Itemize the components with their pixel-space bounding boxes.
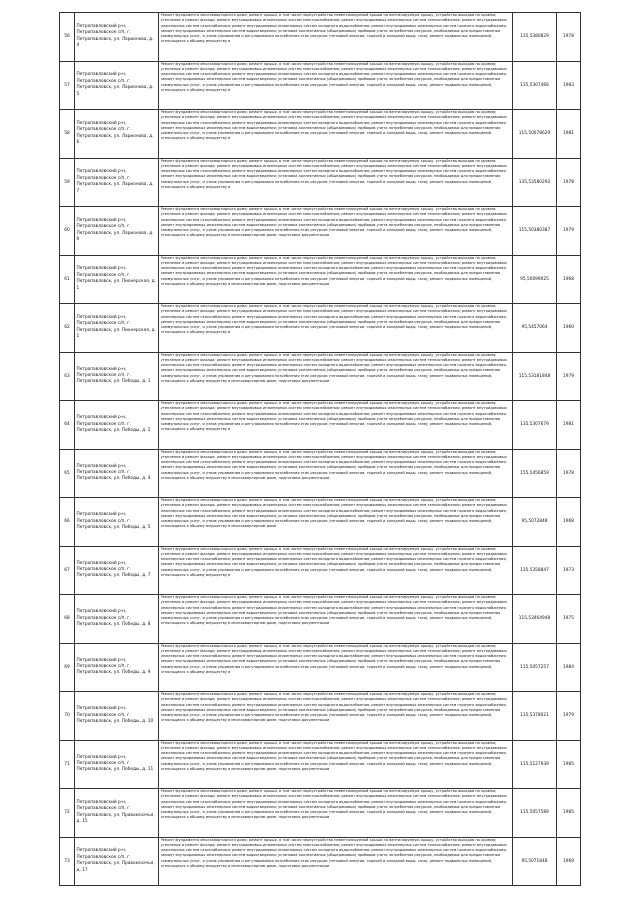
row-number-cell: 61 bbox=[60, 255, 75, 304]
row-number-cell: 60 bbox=[60, 207, 75, 256]
address-cell: Петропавловский р-н, Петропавловское с/п, г. Петропавловск, ул. Победы, д. 5 bbox=[75, 498, 159, 547]
row-number-cell: 56 bbox=[60, 13, 75, 62]
address-cell: Петропавловский р-н, Петропавловское с/п, г. Петропавловск, ул. Правоказачья, д. 17 bbox=[75, 837, 159, 886]
cost-cell: 135,5307466 bbox=[513, 61, 557, 110]
cost-cell: 135,5380829 bbox=[513, 13, 557, 62]
works-text: Ремонт фундамента многоквартирного дома; ремонт крыши, в том числе переустройство невентилируемой крыши на вентилируемую крышу, устройство выходов на кровлю; утепление и ремонт фасада; ремонт внутридомовых инженерных систем электроснабжения; ремонт внутридомовых инженерных систем теплоснабжения; ремонт внутридомовых инженерных систем газоснабжения; ремонт внутридомовых инженерных систем холодного водоснабжения; ремонт внутридомовых инженерных систем горячего водоснабжения; ремонт внутридомовых инженерных систем водоотведения; установка коллективных (общедомовых) приборов учета потребления ресурсов, необходимых для предоставления коммунальных услуг, и узлов управления и регулирования потребления этих ресурсов (тепловой энергии, горячей и холодной воды, газа); ремонт подвальных помещений, относящихся к общему имуществу в bbox=[160, 13, 507, 44]
works-cell bbox=[159, 401, 513, 450]
works-text: Ремонт фундамента многоквартирного дома; ремонт крыши, в том числе переустройство невентилируемой крыши на вентилируемую крышу, устройство выходов на кровлю; утепление и ремонт фасада; ремонт внутридомовых инженерных систем электроснабжения; ремонт внутридомовых инженерных систем теплоснабжения; ремонт внутридомовых инженерных систем газоснабжения; ремонт внутридомовых инженерных систем холодного водоснабжения; ремонт внутридомовых инженерных систем горячего водоснабжения; ремонт внутридомовых инженерных систем водоотведения; установка коллективных (общедомовых) приборов учета потребления ресурсов, необходимых для предоставления коммунальных услуг, и узлов управления и регулирования потребления этих ресурсов (тепловой энергии, горячей и холодной воды, газа); ремонт подвальных помещений, относящихся к общему имуществу в многоквартирном доме, подготовка документации bbox=[160, 449, 507, 480]
year-cell: 1985 bbox=[557, 740, 581, 789]
table-row bbox=[60, 546, 581, 595]
row-number-cell: 57 bbox=[60, 61, 75, 110]
address-cell: Петропавловский р-н, Петропавловское с/п, г. Петропавловск, ул. Ларионова, д. 9 bbox=[75, 207, 159, 256]
works-cell bbox=[159, 255, 513, 304]
year-cell: 1979 bbox=[557, 207, 581, 256]
address-cell: Петропавловский р-н, Петропавловское с/п, г. Петропавловск, ул. Победы, д. 4 bbox=[75, 449, 159, 498]
address-cell: Петропавловский р-н, Петропавловское с/п, г. Петропавловск, ул. Победы, д. 11 bbox=[75, 740, 159, 789]
address-cell: Петропавловский р-н, Петропавловское с/п, г. Петропавловск, ул. Ларионова, д. 5 bbox=[75, 61, 159, 110]
cost-cell: 95,5071848 bbox=[513, 837, 557, 886]
table-row bbox=[60, 837, 581, 886]
table-row bbox=[60, 789, 581, 838]
table-row bbox=[60, 13, 581, 62]
works-text: Ремонт фундамента многоквартирного дома; ремонт крыши, в том числе переустройство невентилируемой крыши на вентилируемую крышу, устройство выходов на кровлю; утепление и ремонт фасада; ремонт внутридомовых инженерных систем электроснабжения; ремонт внутридомовых инженерных систем теплоснабжения; ремонт внутридомовых инженерных систем газоснабжения; ремонт внутридомовых инженерных систем холодного водоснабжения; ремонт внутридомовых инженерных систем горячего водоснабжения; ремонт внутридомовых инженерных систем водоотведения; установка коллективных (общедомовых) приборов учета потребления ресурсов, необходимых для предоставления коммунальных услуг, и узлов управления и регулирования потребления этих ресурсов (тепловой энергии, горячей и холодной воды, газа); ремонт подвальных помещений, относящихся к общему имуществу в многоквартирном доме, подготовка документации bbox=[160, 740, 507, 771]
year-cell: 1981 bbox=[557, 401, 581, 450]
works-text: Ремонт фундамента многоквартирного дома; ремонт крыши, в том числе переустройство невентилируемой крыши на вентилируемую крышу, устройство выходов на кровлю; утепление и ремонт фасада; ремонт внутридомовых инженерных систем электроснабжения; ремонт внутридомовых инженерных систем теплоснабжения; ремонт внутридомовых инженерных систем газоснабжения; ремонт внутридомовых инженерных систем холодного водоснабжения; ремонт внутридомовых инженерных систем горячего водоснабжения; ремонт внутридомовых инженерных систем водоотведения; установка коллективных (общедомовых) приборов учета потребления ресурсов, необходимых для предоставления коммунальных услуг, и узлов управления и регулирования потребления этих ресурсов (тепловой энергии, горячей и холодной воды, газа); ремонт подвальных помещений, относящихся к общему имуществу в многоквартирном доме, подготовка документации bbox=[160, 595, 507, 626]
cost-cell: 155,5456859 bbox=[513, 449, 557, 498]
capital-repair-table bbox=[59, 12, 581, 886]
works-cell bbox=[159, 789, 513, 838]
row-number-cell: 66 bbox=[60, 498, 75, 547]
table-row bbox=[60, 304, 581, 353]
row-number-cell: 69 bbox=[60, 643, 75, 692]
table-row bbox=[60, 158, 581, 207]
year-cell: 1960 bbox=[557, 304, 581, 353]
year-cell: 1978 bbox=[557, 13, 581, 62]
table-row bbox=[60, 401, 581, 450]
row-number-cell: 71 bbox=[60, 740, 75, 789]
table-body bbox=[60, 13, 581, 886]
cost-cell: 115,5057257 bbox=[513, 643, 557, 692]
cost-cell: 135,5307679 bbox=[513, 401, 557, 450]
cost-cell: 135,5378021 bbox=[513, 692, 557, 741]
cost-cell: 115,53181848 bbox=[513, 352, 557, 401]
works-text: Ремонт фундамента многоквартирного дома; ремонт крыши, в том числе переустройство невентилируемой крыши на вентилируемую крышу, устройство выходов на кровлю; утепление и ремонт фасада; ремонт внутридомовых инженерных систем электроснабжения; ремонт внутридомовых инженерных систем теплоснабжения; ремонт внутридомовых инженерных систем газоснабжения; ремонт внутридомовых инженерных систем холодного водоснабжения; ремонт внутридомовых инженерных систем горячего водоснабжения; ремонт внутридомовых инженерных систем водоотведения; установка коллективных (общедомовых) приборов учета потребления ресурсов, необходимых для предоставления коммунальных услуг, и узлов управления и регулирования потребления этих ресурсов (тепловой энергии, горячей и холодной воды, газа); ремонт подвальных помещений, относящихся к общему имуществу в многоквартирном доме, подготовка документации bbox=[160, 837, 507, 868]
year-cell: 1978 bbox=[557, 158, 581, 207]
table-row bbox=[60, 740, 581, 789]
address-cell: Петропавловский р-н, Петропавловское с/п, г. Петропавловск, ул. Ларионова, д. 4 bbox=[75, 13, 159, 62]
year-cell: 1979 bbox=[557, 692, 581, 741]
works-text: Ремонт фундамента многоквартирного дома; ремонт крыши, в том числе переустройство невентилируемой крыши на вентилируемую крышу, устройство выходов на кровлю; утепление и ремонт фасада; ремонт внутридомовых инженерных систем электроснабжения; ремонт внутридомовых инженерных систем теплоснабжения; ремонт внутридомовых инженерных систем газоснабжения; ремонт внутридомовых инженерных систем холодного водоснабжения; ремонт внутридомовых инженерных систем горячего водоснабжения; ремонт внутридомовых инженерных систем водоотведения; установка коллективных (общедомовых) приборов учета потребления ресурсов, необходимых для предоставления коммунальных услуг, и узлов управления и регулирования потребления этих ресурсов (тепловой энергии, горячей и холодной воды, газа); ремонт подвальных помещений, относящихся к общему имуществу в bbox=[160, 110, 507, 141]
works-cell bbox=[159, 352, 513, 401]
works-text: Ремонт фундамента многоквартирного дома; ремонт крыши, в том числе переустройство невентилируемой крыши на вентилируемую крышу, устройство выходов на кровлю; утепление и ремонт фасада; ремонт внутридомовых инженерных систем электроснабжения; ремонт внутридомовых инженерных систем теплоснабжения; ремонт внутридомовых инженерных систем газоснабжения; ремонт внутридомовых инженерных систем холодного водоснабжения; ремонт внутридомовых инженерных систем горячего водоснабжения; ремонт внутридомовых инженерных систем водоотведения; установка коллективных (общедомовых) приборов учета потребления ресурсов, необходимых для предоставления коммунальных услуг, и узлов управления и регулирования потребления этих ресурсов (тепловой энергии, горячей и холодной воды, газа); ремонт подвальных помещений, относящихся к общему имуществу в bbox=[160, 546, 507, 577]
row-number-cell: 68 bbox=[60, 595, 75, 644]
address-cell: Петропавловский р-н, Петропавловское с/п, г. Петропавловск, ул. Победы, д. 1 bbox=[75, 352, 159, 401]
row-number-cell: 67 bbox=[60, 546, 75, 595]
works-cell bbox=[159, 692, 513, 741]
cost-cell: 115,5127939 bbox=[513, 740, 557, 789]
works-cell bbox=[159, 837, 513, 886]
works-cell bbox=[159, 546, 513, 595]
table-row bbox=[60, 449, 581, 498]
works-text: Ремонт фундамента многоквартирного дома; ремонт крыши, в том числе переустройство невентилируемой крыши на вентилируемую крышу, устройство выходов на кровлю; утепление и ремонт фасада; ремонт внутридомовых инженерных систем электроснабжения; ремонт внутридомовых инженерных систем теплоснабжения; ремонт внутридомовых инженерных систем газоснабжения; ремонт внутридомовых инженерных систем холодного водоснабжения; ремонт внутридомовых инженерных систем горячего водоснабжения; ремонт внутридомовых инженерных систем водоотведения; установка коллективных (общедомовых) приборов учета потребления ресурсов, необходимых для предоставления коммунальных услуг, и узлов управления и регулирования потребления этих ресурсов (тепловой энергии, горячей и холодной воды, газа); ремонт подвальных помещений, относящихся к общему имуществу в многоквартирном доме, подготовка документации bbox=[160, 352, 507, 383]
row-number-cell: 63 bbox=[60, 352, 75, 401]
year-cell: 1979 bbox=[557, 352, 581, 401]
year-cell: 1968 bbox=[557, 255, 581, 304]
address-cell: Петропавловский р-н, Петропавловское с/п, г. Петропавловск, ул. Победы, д. 9 bbox=[75, 643, 159, 692]
table-row bbox=[60, 61, 581, 110]
table-row bbox=[60, 110, 581, 159]
works-cell bbox=[159, 740, 513, 789]
works-cell bbox=[159, 449, 513, 498]
cost-cell: 115,5057589 bbox=[513, 789, 557, 838]
year-cell: 1984 bbox=[557, 643, 581, 692]
cost-cell: 95,5072848 bbox=[513, 498, 557, 547]
table-row bbox=[60, 255, 581, 304]
cost-cell: 115,53464948 bbox=[513, 595, 557, 644]
address-cell: Петропавловский р-н, Петропавловское с/п, г. Петропавловск, ул. Ларионова, д. 6 bbox=[75, 110, 159, 159]
works-text: Ремонт фундамента многоквартирного дома; ремонт крыши, в том числе переустройство невентилируемой крыши на вентилируемую крышу, устройство выходов на кровлю; утепление и ремонт фасада; ремонт внутридомовых инженерных систем электроснабжения; ремонт внутридомовых инженерных систем теплоснабжения; ремонт внутридомовых инженерных систем газоснабжения; ремонт внутридомовых инженерных систем холодного водоснабжения; ремонт внутридомовых инженерных систем горячего водоснабжения; ремонт внутридомовых инженерных систем водоотведения; установка коллективных (общедомовых) приборов учета потребления ресурсов, необходимых для предоставления коммунальных услуг, и узлов управления и регулирования потребления этих ресурсов (тепловой энергии, горячей и холодной воды, газа); ремонт подвальных помещений, относящихся к общему имуществу в bbox=[160, 158, 507, 189]
works-cell bbox=[159, 158, 513, 207]
table-row bbox=[60, 692, 581, 741]
year-cell: 1983 bbox=[557, 61, 581, 110]
row-number-cell: 70 bbox=[60, 692, 75, 741]
works-text: Ремонт фундамента многоквартирного дома; ремонт крыши, в том числе переустройство невентилируемой крыши на вентилируемую крышу, устройство выходов на кровлю; утепление и ремонт фасада; ремонт внутридомовых инженерных систем электроснабжения; ремонт внутридомовых инженерных систем теплоснабжения; ремонт внутридомовых инженерных систем газоснабжения; ремонт внутридомовых инженерных систем холодного водоснабжения; ремонт внутридомовых инженерных систем горячего водоснабжения; ремонт внутридомовых инженерных систем водоотведения; установка коллективных (общедомовых) приборов учета потребления ресурсов, необходимых для предоставления коммунальных услуг, и узлов управления и регулирования потребления этих ресурсов (тепловой энергии, горячей и холодной воды, газа); ремонт подвальных помещений, относящихся к общему имуществу в bbox=[160, 61, 507, 92]
works-text: Ремонт фундамента многоквартирного дома; ремонт крыши, в том числе переустройство невентилируемой крыши на вентилируемую крышу, устройство выходов на кровлю; утепление и ремонт фасада; ремонт внутридомовых инженерных систем электроснабжения; ремонт внутридомовых инженерных систем теплоснабжения; ремонт внутридомовых инженерных систем газоснабжения; ремонт внутридомовых инженерных систем холодного водоснабжения; ремонт внутридомовых инженерных систем горячего водоснабжения; ремонт внутридомовых инженерных систем водоотведения; установка коллективных (общедомовых) приборов учета потребления ресурсов, необходимых для предоставления коммунальных услуг, и узлов управления и регулирования потребления этих ресурсов (тепловой энергии, горячей и холодной воды, газа); ремонт подвальных помещений, относящихся к общему имуществу в bbox=[160, 643, 507, 674]
cost-cell: 135,5358847 bbox=[513, 546, 557, 595]
works-cell bbox=[159, 110, 513, 159]
address-cell: Петропавловский р-н, Петропавловское с/п, г. Петропавловск, ул. Ларионова, д. 7 bbox=[75, 158, 159, 207]
year-cell: 1985 bbox=[557, 789, 581, 838]
table-row bbox=[60, 352, 581, 401]
table-row bbox=[60, 498, 581, 547]
works-text: Ремонт фундамента многоквартирного дома; ремонт крыши, в том числе переустройство невентилируемой крыши на вентилируемую крышу, устройство выходов на кровлю; утепление и ремонт фасада; ремонт внутридомовых инженерных систем электроснабжения; ремонт внутридомовых инженерных систем теплоснабжения; ремонт внутридомовых инженерных систем газоснабжения; ремонт внутридомовых инженерных систем холодного водоснабжения; ремонт внутридомовых инженерных систем горячего водоснабжения; ремонт внутридомовых инженерных систем водоотведения; установка коллективных (общедомовых) приборов учета потребления ресурсов, необходимых для предоставления коммунальных услуг, и узлов управления и регулирования потребления этих ресурсов (тепловой энергии, горячей и холодной воды, газа); ремонт подвальных помещений, относящихся к общему имуществу в многоквартирном доме, подготовка документации bbox=[160, 255, 507, 286]
works-text: Ремонт фундамента многоквартирного дома; ремонт крыши, в том числе переустройство невентилируемой крыши на вентилируемую крышу, устройство выходов на кровлю; утепление и ремонт фасада; ремонт внутридомовых инженерных систем электроснабжения; ремонт внутридомовых инженерных систем теплоснабжения; ремонт внутридомовых инженерных систем газоснабжения; ремонт внутридомовых инженерных систем холодного водоснабжения; ремонт внутридомовых инженерных систем горячего водоснабжения; ремонт внутридомовых инженерных систем водоотведения; установка коллективных (общедомовых) приборов учета потребления ресурсов, необходимых для предоставления коммунальных услуг, и узлов управления и регулирования потребления этих ресурсов (тепловой энергии, горячей и холодной воды, газа); ремонт подвальных помещений, относящихся к общему имуществу в bbox=[160, 304, 507, 335]
works-cell bbox=[159, 13, 513, 62]
row-number-cell: 59 bbox=[60, 158, 75, 207]
year-cell: 1973 bbox=[557, 546, 581, 595]
address-cell: Петропавловский р-н, Петропавловское с/п, г. Петропавловск, ул. Победы, д. 7 bbox=[75, 546, 159, 595]
works-cell bbox=[159, 595, 513, 644]
works-cell bbox=[159, 498, 513, 547]
year-cell: 1968 bbox=[557, 498, 581, 547]
cost-cell: 115,50078629 bbox=[513, 110, 557, 159]
works-text: Ремонт фундамента многоквартирного дома; ремонт крыши, в том числе переустройство невентилируемой крыши на вентилируемую крышу, устройство выходов на кровлю; утепление и ремонт фасада; ремонт внутридомовых инженерных систем электроснабжения; ремонт внутридомовых инженерных систем теплоснабжения; ремонт внутридомовых инженерных систем газоснабжения; ремонт внутридомовых инженерных систем холодного водоснабжения; ремонт внутридомовых инженерных систем горячего водоснабжения; ремонт внутридомовых инженерных систем водоотведения; установка коллективных (общедомовых) приборов учета потребления ресурсов, необходимых для предоставления коммунальных услуг, и узлов управления и регулирования потребления этих ресурсов (тепловой энергии, горячей и холодной воды, газа); ремонт подвальных помещений, относящихся к общему имуществу в bbox=[160, 401, 507, 432]
works-text: Ремонт фундамента многоквартирного дома; ремонт крыши, в том числе переустройство невентилируемой крыши на вентилируемую крышу, устройство выходов на кровлю; утепление и ремонт фасада; ремонт внутридомовых инженерных систем электроснабжения; ремонт внутридомовых инженерных систем теплоснабжения; ремонт внутридомовых инженерных систем газоснабжения; ремонт внутридомовых инженерных систем холодного водоснабжения; ремонт внутридомовых инженерных систем горячего водоснабжения; ремонт внутридомовых инженерных систем водоотведения; установка коллективных (общедомовых) приборов учета потребления ресурсов, необходимых для предоставления коммунальных услуг, и узлов управления и регулирования потребления этих ресурсов (тепловой энергии, горячей и холодной воды, газа); ремонт подвальных помещений, относящихся к общему имуществу в многоквартирном доме bbox=[160, 498, 507, 529]
year-cell: 1975 bbox=[557, 595, 581, 644]
address-cell: Петропавловский р-н, Петропавловское с/п, г. Петропавловск, ул. Победы, д. 2 bbox=[75, 401, 159, 450]
cost-cell: 95,5457064 bbox=[513, 304, 557, 353]
year-cell: 1978 bbox=[557, 449, 581, 498]
year-cell: 1981 bbox=[557, 110, 581, 159]
address-cell: Петропавловский р-н, Петропавловское с/п, г. Петропавловск, ул. Правоказачья, д. 15 bbox=[75, 789, 159, 838]
row-number-cell: 73 bbox=[60, 837, 75, 886]
row-number-cell: 62 bbox=[60, 304, 75, 353]
row-number-cell: 65 bbox=[60, 449, 75, 498]
cost-cell: 115,50380387 bbox=[513, 207, 557, 256]
row-number-cell: 72 bbox=[60, 789, 75, 838]
works-text: Ремонт фундамента многоквартирного дома; ремонт крыши, в том числе переустройство невентилируемой крыши на вентилируемую крышу, устройство выходов на кровлю; утепление и ремонт фасада; ремонт внутридомовых инженерных систем электроснабжения; ремонт внутридомовых инженерных систем теплоснабжения; ремонт внутридомовых инженерных систем газоснабжения; ремонт внутридомовых инженерных систем холодного водоснабжения; ремонт внутридомовых инженерных систем горячего водоснабжения; ремонт внутридомовых инженерных систем водоотведения; установка коллективных (общедомовых) приборов учета потребления ресурсов, необходимых для предоставления коммунальных услуг, и узлов управления и регулирования потребления этих ресурсов (тепловой энергии, горячей и холодной воды, газа); ремонт подвальных помещений, относящихся к общему имуществу в многоквартирном доме, подготовка документации bbox=[160, 692, 507, 723]
year-cell: 1969 bbox=[557, 837, 581, 886]
row-number-cell: 64 bbox=[60, 401, 75, 450]
address-cell: Петропавловский р-н, Петропавловское с/п, г. Петропавловск, ул. Пионерская, д. 1 bbox=[75, 255, 159, 304]
address-cell: Петропавловский р-н, Петропавловское с/п, г. Петропавловск, ул. Пионерская, д. 1 bbox=[75, 304, 159, 353]
table-row bbox=[60, 595, 581, 644]
cost-cell: 95,50099025 bbox=[513, 255, 557, 304]
address-cell: Петропавловский р-н, Петропавловское с/п, г. Петропавловск, ул. Победы, д. 8 bbox=[75, 595, 159, 644]
table-row bbox=[60, 207, 581, 256]
works-cell bbox=[159, 207, 513, 256]
table-row bbox=[60, 643, 581, 692]
works-text: Ремонт фундамента многоквартирного дома; ремонт крыши, в том числе переустройство невентилируемой крыши на вентилируемую крышу, устройство выходов на кровлю; утепление и ремонт фасада; ремонт внутридомовых инженерных систем электроснабжения; ремонт внутридомовых инженерных систем теплоснабжения; ремонт внутридомовых инженерных систем газоснабжения; ремонт внутридомовых инженерных систем холодного водоснабжения; ремонт внутридомовых инженерных систем горячего водоснабжения; ремонт внутридомовых инженерных систем водоотведения; установка коллективных (общедомовых) приборов учета потребления ресурсов, необходимых для предоставления коммунальных услуг, и узлов управления и регулирования потребления этих ресурсов (тепловой энергии, горячей и холодной воды, газа); ремонт подвальных помещений, относящихся к общему имуществу в многоквартирном доме, подготовка документации bbox=[160, 207, 507, 238]
works-text: Ремонт фундамента многоквартирного дома; ремонт крыши, в том числе переустройство невентилируемой крыши на вентилируемую крышу, устройство выходов на кровлю; утепление и ремонт фасада; ремонт внутридомовых инженерных систем электроснабжения; ремонт внутридомовых инженерных систем теплоснабжения; ремонт внутридомовых инженерных систем газоснабжения; ремонт внутридомовых инженерных систем холодного водоснабжения; ремонт внутридомовых инженерных систем горячего водоснабжения; ремонт внутридомовых инженерных систем водоотведения; установка коллективных (общедомовых) приборов учета потребления ресурсов, необходимых для предоставления коммунальных услуг, и узлов управления и регулирования потребления этих ресурсов (тепловой энергии, горячей и холодной воды, газа); ремонт подвальных помещений, относящихся к общему имуществу в многоквартирном доме, подготовка документации bbox=[160, 789, 507, 820]
cost-cell: 135,53580292 bbox=[513, 158, 557, 207]
row-number-cell: 58 bbox=[60, 110, 75, 159]
works-cell bbox=[159, 61, 513, 110]
works-cell bbox=[159, 304, 513, 353]
address-cell: Петропавловский р-н, Петропавловское с/п, г. Петропавловск, ул. Победы, д. 10 bbox=[75, 692, 159, 741]
works-cell bbox=[159, 643, 513, 692]
